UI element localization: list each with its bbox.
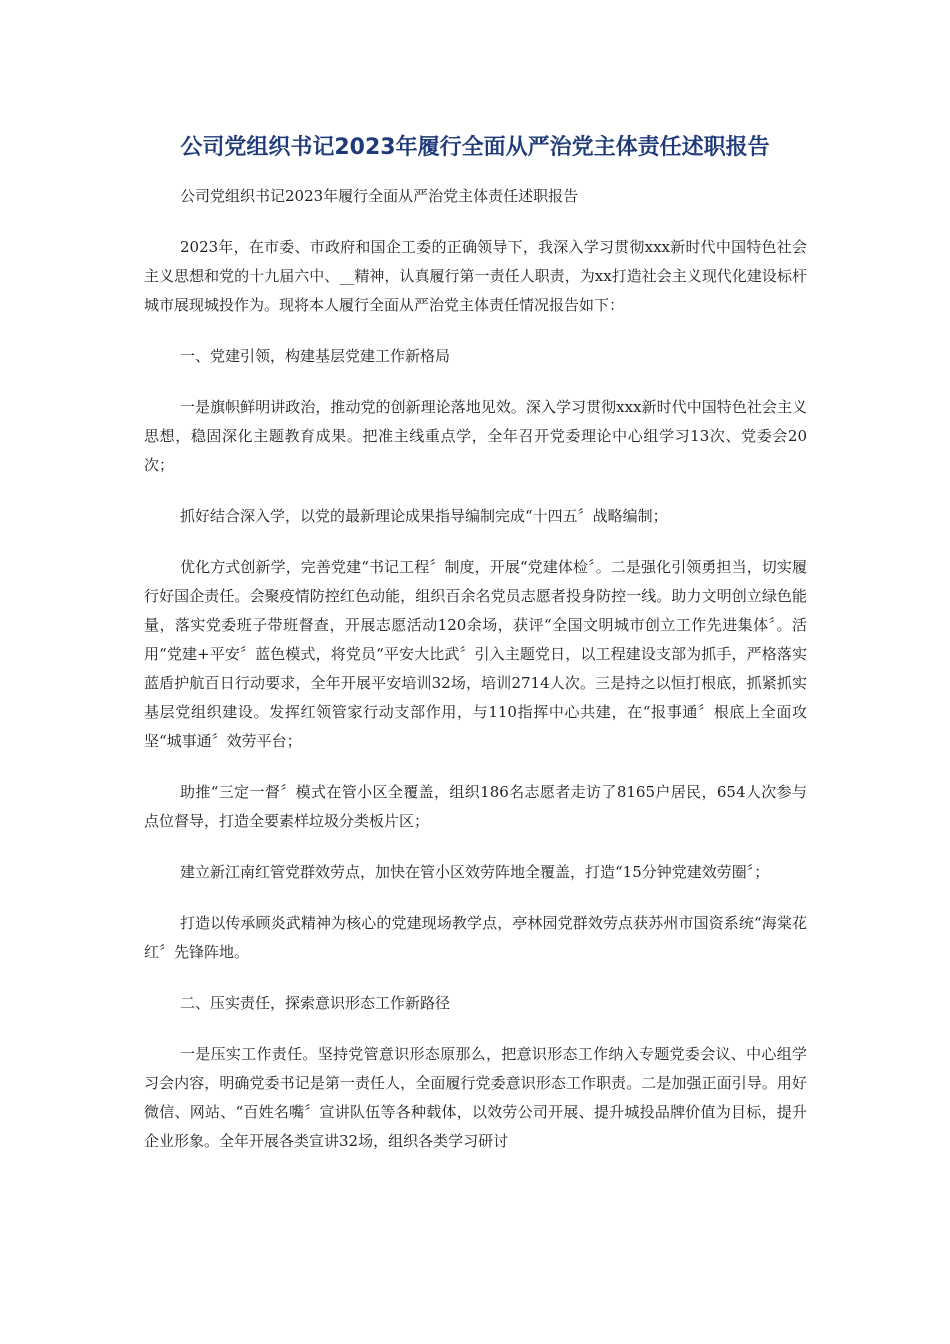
paragraph: 一是旗帜鲜明讲政治，推动党的创新理论落地见效。深入学习贯彻xxx新时代中国特色社会主义思想，稳固深化主题教育成果。把准主线重点学，全年召开党委理论中心组学习13次、党委会20次；: [144, 398, 807, 474]
paragraph: 一是压实工作责任。坚持党管意识形态原那么，把意识形态工作纳入专题党委会议、中心组学习会内容，明确党委书记是第一责任人，全面履行党委意识形态工作职责。二是加强正面引导。用好微信、网站、“百姓名嘴〞宣讲队伍等各种载体，以效劳公司开展、提升城投品牌价值为目标，提升企业形象。全年开展各类宣讲32场，组织各类学习研讨: [144, 1045, 807, 1150]
document-body: [144, 182, 807, 1178]
paragraph: 建立新江南红管党群效劳点，加快在管小区效劳阵地全覆盖，打造“15分钟党建效劳圈〞；: [180, 863, 770, 881]
paragraph-subtitle: 公司党组织书记2023年履行全面从严治党主体责任述职报告: [180, 187, 579, 205]
document-title: 公司党组织书记2023年履行全面从严治党主体责任述职报告: [180, 135, 770, 160]
paragraph: 助推“三定一督〞模式在管小区全覆盖，组织186名志愿者走访了8165户居民，654人次参与点位督导，打造全要素样垃圾分类板片区；: [144, 783, 807, 830]
paragraph: 优化方式创新学，完善党建“书记工程〞制度，开展“党建体检〞。二是强化引领勇担当，切实履行好国企责任。会聚疫情防控红色动能，组织百余名党员志愿者投身防控一线。助力文明创立绿色能量，落实党委班子带班督查，开展志愿活动120余场，获评“全国文明城市创立工作先进集体〞。活用“党建+平安〞蓝色模式，将党员“平安大比武〞引入主题党日，以工程建设支部为抓手，严格落实蓝盾护航百日行动要求，全年开展平安培训32场，培训2714人次。三是持之以恒打根底，抓紧抓实基层党组织建设。发挥红领管家行动支部作用，与110指挥中心共建，在“报事通〞根底上全面攻坚“城事通〞效劳平台；: [144, 558, 807, 750]
section-heading-1: 一、党建引领，构建基层党建工作新格局: [180, 347, 451, 365]
section-heading-2: 二、压实责任，探索意识形态工作新路径: [180, 994, 451, 1012]
paragraph: 打造以传承顾炎武精神为核心的党建现场教学点，亭林园党群效劳点获苏州市国资系统“海棠花红〞先锋阵地。: [144, 914, 807, 961]
paragraph: 抓好结合深入学，以党的最新理论成果指导编制完成“十四五〞战略编制；: [180, 507, 668, 525]
paragraph-intro: 2023年，在市委、市政府和国企工委的正确领导下，我深入学习贯彻xxx新时代中国特色社会主义思想和党的十九届六中、__精神，认真履行第一责任人职责，为xx打造社会主义现代化建设标杆城市展现城投作为。现将本人履行全面从严治党主体责任情况报告如下：: [144, 238, 807, 314]
